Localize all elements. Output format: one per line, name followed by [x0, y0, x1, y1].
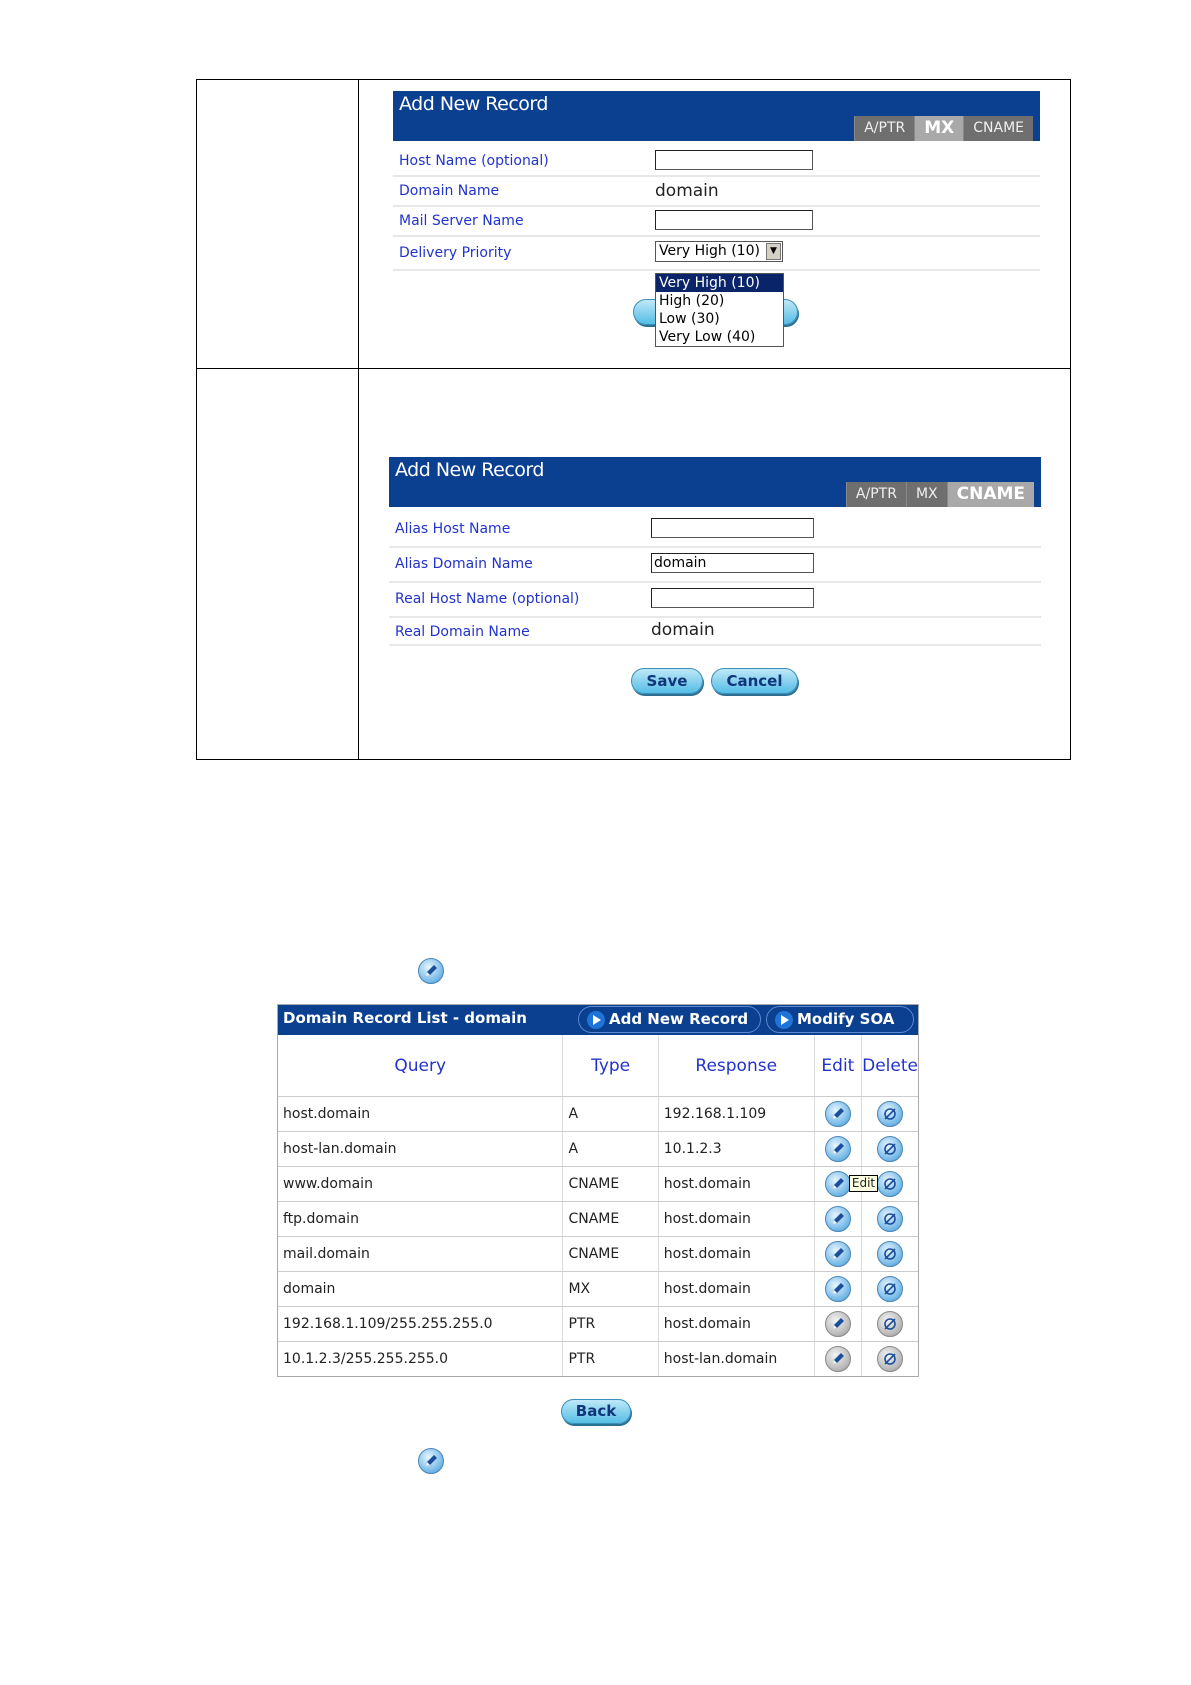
table-row — [278, 1097, 918, 1132]
response-cell: host.domain — [658, 1167, 814, 1202]
edit-cell — [814, 1202, 861, 1237]
real-host-label: Real Host Name (optional) — [395, 591, 580, 607]
add-new-record-button[interactable] — [578, 1006, 761, 1033]
panel-title: Add New Record — [399, 93, 548, 115]
record-list-title: Domain Record List - domain — [283, 1009, 527, 1027]
cancel-button[interactable]: Cancel — [711, 668, 798, 694]
pencil-icon[interactable] — [825, 1171, 851, 1197]
domain-name-row — [393, 177, 1040, 207]
domain-name-label: Domain Name — [399, 183, 500, 199]
response-cell: host.domain — [658, 1237, 814, 1272]
table-row — [278, 1132, 918, 1167]
add-new-record-label: Add New Record — [609, 1010, 749, 1028]
domain-record-list — [277, 1004, 919, 1377]
edit-cell — [814, 1167, 876, 1202]
type-cell: CNAME — [563, 1167, 658, 1202]
edit-cell — [814, 1237, 861, 1272]
host-name-input[interactable] — [655, 150, 813, 170]
column-header-query: Query — [278, 1035, 563, 1097]
real-domain-label: Real Domain Name — [395, 624, 530, 640]
no-entry-icon[interactable] — [877, 1346, 903, 1372]
query-cell: domain — [278, 1272, 563, 1307]
tab-mx[interactable]: MX — [906, 482, 947, 507]
type-cell: CNAME — [563, 1202, 658, 1237]
panel-header — [393, 91, 1040, 141]
alias-domain-input[interactable] — [651, 553, 814, 573]
mail-server-row — [393, 207, 1040, 237]
delete-cell — [862, 1097, 918, 1132]
tab-cname[interactable]: CNAME — [947, 482, 1034, 507]
no-entry-icon[interactable] — [877, 1241, 903, 1267]
table-row — [278, 1237, 918, 1272]
query-cell: host.domain — [278, 1097, 563, 1132]
column-header-type: Type — [563, 1035, 658, 1097]
tab-cname[interactable]: CNAME — [963, 116, 1033, 141]
alias-host-input[interactable] — [651, 518, 814, 538]
record-type-tabs — [854, 116, 1033, 141]
edit-cell — [814, 1307, 861, 1342]
table-row — [278, 1202, 918, 1237]
table-header-row — [278, 1035, 918, 1097]
modify-soa-label: Modify SOA — [797, 1010, 895, 1028]
query-cell: ftp.domain — [278, 1202, 563, 1237]
no-entry-icon[interactable] — [877, 1136, 903, 1162]
query-cell: www.domain — [278, 1167, 563, 1202]
delete-cell — [862, 1307, 918, 1342]
domain-name-value: domain — [655, 181, 719, 201]
real-domain-value: domain — [651, 620, 715, 640]
play-icon — [775, 1011, 793, 1029]
type-cell: PTR — [563, 1342, 658, 1377]
host-name-label: Host Name (optional) — [399, 153, 549, 169]
record-table — [278, 1035, 918, 1376]
edit-cell — [814, 1097, 861, 1132]
priority-label: Delivery Priority — [399, 245, 512, 261]
column-header-response: Response — [658, 1035, 814, 1097]
priority-dropdown — [655, 273, 784, 347]
pencil-icon[interactable] — [825, 1136, 851, 1162]
tab-a-ptr[interactable]: A/PTR — [854, 116, 914, 141]
query-cell: mail.domain — [278, 1237, 563, 1272]
query-cell: 10.1.2.3/255.255.255.0 — [278, 1342, 563, 1377]
no-entry-icon[interactable] — [877, 1206, 903, 1232]
no-entry-icon[interactable] — [877, 1276, 903, 1302]
no-entry-icon[interactable] — [877, 1101, 903, 1127]
response-cell: 10.1.2.3 — [658, 1132, 814, 1167]
pencil-icon[interactable] — [825, 1241, 851, 1267]
record-type-tabs — [846, 482, 1034, 507]
alias-host-row — [389, 513, 1041, 548]
modify-soa-button[interactable] — [766, 1006, 914, 1033]
host-name-row — [393, 147, 1040, 177]
save-button[interactable]: Save — [631, 668, 703, 694]
real-host-row — [389, 583, 1041, 618]
delete-cell — [862, 1202, 918, 1237]
real-domain-row — [389, 618, 1041, 646]
column-header-delete: Delete — [862, 1035, 918, 1097]
query-cell: host-lan.domain — [278, 1132, 563, 1167]
query-cell: 192.168.1.109/255.255.255.0 — [278, 1307, 563, 1342]
alias-domain-label: Alias Domain Name — [395, 556, 533, 572]
tab-a-ptr[interactable]: A/PTR — [846, 482, 906, 507]
edit-cell — [814, 1272, 861, 1307]
type-cell: CNAME — [563, 1237, 658, 1272]
pencil-icon[interactable] — [825, 1101, 851, 1127]
edit-tooltip: Edit — [849, 1175, 878, 1192]
delete-cell — [862, 1132, 918, 1167]
alias-host-label: Alias Host Name — [395, 521, 511, 537]
delete-cell — [862, 1237, 918, 1272]
mail-server-input[interactable] — [655, 210, 813, 230]
table-row — [278, 1307, 918, 1342]
record-list-header — [278, 1005, 918, 1035]
priority-select[interactable] — [655, 241, 783, 262]
priority-option-low[interactable]: Low (30) — [659, 311, 720, 327]
column-header-edit: Edit — [814, 1035, 861, 1097]
row-divider — [197, 368, 1070, 369]
response-cell: host-lan.domain — [658, 1342, 814, 1377]
back-button[interactable]: Back — [561, 1399, 631, 1424]
edit-cell — [814, 1132, 861, 1167]
response-cell: host.domain — [658, 1272, 814, 1307]
column-divider — [358, 80, 359, 759]
tab-mx[interactable]: MX — [914, 116, 963, 141]
table-row — [278, 1167, 918, 1202]
pencil-icon[interactable] — [825, 1206, 851, 1232]
real-host-input[interactable] — [651, 588, 814, 608]
type-cell: MX — [563, 1272, 658, 1307]
delete-cell — [862, 1272, 918, 1307]
chevron-down-icon[interactable]: ▼ — [766, 243, 781, 260]
mx-add-record-panel — [393, 91, 1040, 345]
priority-option-very-high[interactable]: Very High (10) — [656, 274, 783, 292]
mail-server-label: Mail Server Name — [399, 213, 524, 229]
no-entry-icon[interactable] — [877, 1171, 903, 1197]
alias-domain-row — [389, 548, 1041, 583]
table-row — [278, 1342, 918, 1377]
type-cell: PTR — [563, 1307, 658, 1342]
pencil-icon[interactable] — [825, 1311, 851, 1337]
priority-option-high[interactable]: High (20) — [659, 293, 725, 309]
panel-header — [389, 457, 1041, 507]
response-cell: host.domain — [658, 1307, 814, 1342]
panel-title: Add New Record — [395, 459, 544, 481]
response-cell: 192.168.1.109 — [658, 1097, 814, 1132]
edit-cell — [814, 1342, 861, 1377]
priority-selected-value: Very High (10) — [659, 243, 760, 259]
pencil-icon[interactable] — [825, 1346, 851, 1372]
pencil-icon[interactable] — [825, 1276, 851, 1302]
type-cell: A — [563, 1097, 658, 1132]
priority-option-very-low[interactable]: Very Low (40) — [659, 329, 756, 345]
pencil-icon — [418, 1448, 444, 1474]
table-row — [278, 1272, 918, 1307]
cname-add-record-panel — [389, 457, 1041, 690]
delete-cell — [862, 1342, 918, 1377]
priority-row — [393, 237, 1040, 271]
type-cell: A — [563, 1132, 658, 1167]
response-cell: host.domain — [658, 1202, 814, 1237]
pencil-icon — [418, 958, 444, 984]
no-entry-icon[interactable] — [877, 1311, 903, 1337]
play-icon — [587, 1011, 605, 1029]
